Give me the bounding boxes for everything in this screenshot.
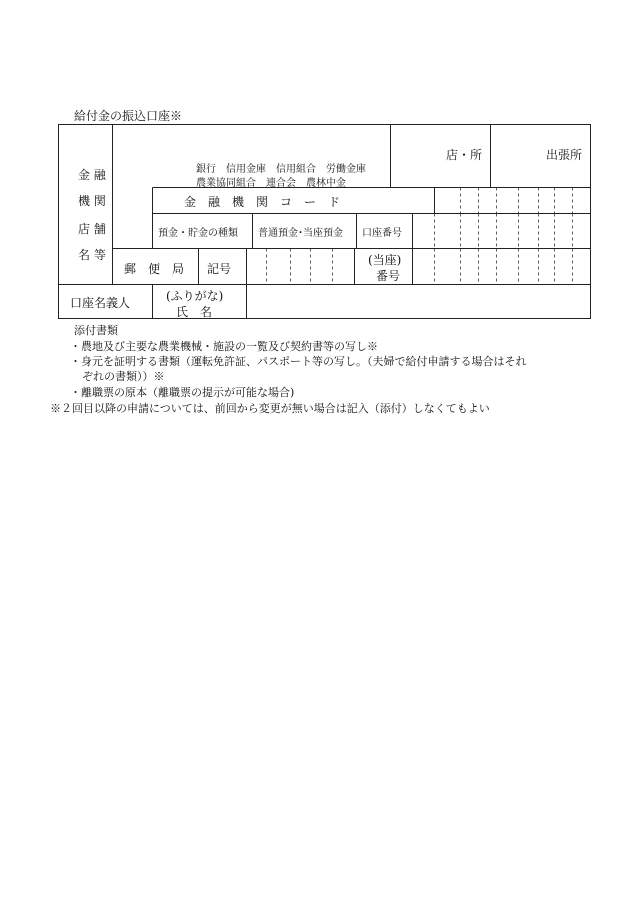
institution-types-line2: 農業協同組合 連合会 農林中金 [196,178,346,189]
deposit-type-label: 預金・貯金の種類 [158,228,238,239]
attachment-item-1: ・農地及び主要な農業機械・施設の一覧及び契約書等の写し※ [70,340,378,353]
name-label: 氏 名 [176,305,213,319]
institution-types-line1: 銀行 信用金庫 信用組合 労働金庫 [196,164,366,175]
branch-store-label: 店・所 [446,148,483,162]
left-label-line1: 金 融 [78,168,106,182]
section-title: 給付金の振込口座※ [74,109,183,123]
left-label-line4: 名 等 [78,248,106,262]
attachment-note: ※２回目以降の申請については、前回から変更が無い場合は記入（添付）しなくてもよい [50,402,490,415]
account-number-label: 口座番号 [362,228,402,239]
deposit-type-value: 普通預金･当座預金 [258,228,343,239]
attachments-heading: 添付書類 [74,324,118,337]
attachment-item-2-line1: ・身元を証明する書類（運転免許証、パスポート等の写し。（夫婦で給付申請する場合はそれ [70,355,527,368]
left-label-line3: 店 舗 [78,222,106,236]
post-number-label: 番号 [376,269,401,283]
institution-code-label: 金 融 機 関 コ ー ド [184,195,341,209]
table-border [59,125,591,319]
symbol-label: 記号 [207,262,232,276]
current-account-label: (当座) [368,253,402,267]
attachment-item-3: ・離職票の原本（離職票の提示が可能な場合) [70,386,295,399]
account-holder-label: 口座名義人 [70,296,131,310]
furigana-label: (ふりがな) [166,289,224,303]
post-office-label: 郵 便 局 [124,262,185,276]
attachment-item-2-line2: ぞれの書類））※ [82,370,165,383]
left-label-line2: 機 関 [78,194,106,208]
branch-office-label: 出張所 [546,148,583,162]
